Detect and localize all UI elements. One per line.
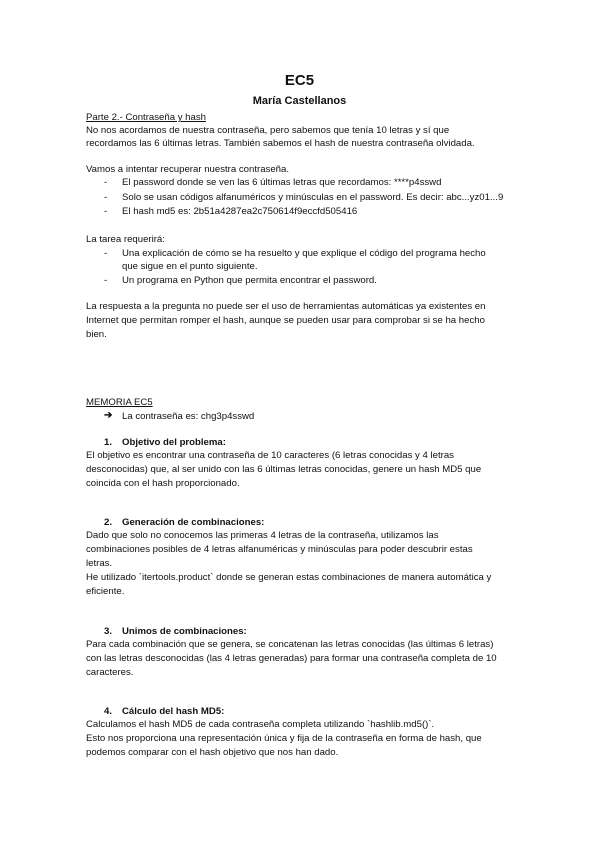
task-intro: La tarea requerirá: — [86, 234, 165, 245]
bullet-dash: - — [104, 192, 108, 203]
section-2-number: 2. — [104, 517, 113, 528]
bullet1-item-1: El password donde se ven las 6 últimas letras que recordamos: ****p4sswd — [122, 177, 442, 188]
section-1-line-2: desconocidas) que, al ser unido con las 6 últimas letras conocidas, genere un hash MD5 que — [86, 464, 482, 475]
section-3-line-2: con las letras desconocidas (las 4 letras generadas) para formar una contraseña completa de 10 — [86, 653, 497, 664]
bullet2-item-1-line-1: Una explicación de cómo se ha resuelto y que explique el código del programa hecho — [122, 248, 486, 259]
section-2-line-2: combinaciones posibles de 4 letras alfanuméricas y minúsculas para poder descubrir estas — [86, 544, 473, 555]
intro-line-1: No nos acordamos de nuestra contraseña, pero sabemos que tenía 10 letras y sí que — [86, 125, 450, 136]
result-text: La contraseña es: chg3p4sswd — [122, 411, 255, 422]
section-2-line-3: letras. — [86, 558, 113, 569]
bullet-dash: - — [104, 275, 108, 286]
doc-title: EC5 — [284, 72, 315, 89]
bullet-dash: - — [104, 177, 108, 188]
bullet2-item-1-line-2: que sigue en el punto siguiente. — [122, 261, 258, 272]
section-3-line-3: caracteres. — [86, 667, 134, 678]
doc-author: María Castellanos — [252, 95, 347, 107]
bullet2-item-2: Un programa en Python que permita encontrar el password. — [122, 275, 377, 286]
section-1-line-3: coincida con el hash proporcionado. — [86, 478, 240, 489]
section-1-number: 1. — [104, 437, 113, 448]
bullet1-item-2: Solo se usan códigos alfanuméricos y minúsculas en el password. Es decir: abc...yz01...9 — [122, 192, 504, 203]
section-2-line-1: Dado que solo no conocemos las primeras 4 letras de la contraseña, utilizamos las — [86, 530, 439, 541]
section-2-line-4: He utilizado `itertools.product` donde se generan estas combinaciones de manera automática y — [86, 572, 492, 583]
section-3-line-1: Para cada combinación que se genera, se concatenan las letras conocidas (las últimas 6 letras) — [86, 639, 494, 650]
section-2-line-5: eficiente. — [86, 586, 125, 597]
section-4-line-1: Calculamos el hash MD5 de cada contraseña completa utilizando `hashlib.md5()`. — [86, 719, 435, 730]
part-heading: Parte 2.- Contraseña y hash — [86, 112, 206, 123]
section-2-heading: Generación de combinaciones: — [122, 517, 265, 528]
section-4-heading: Cálculo del hash MD5: — [122, 706, 225, 717]
section-1-line-1: El objetivo es encontrar una contraseña de 10 caracteres (6 letras conocidas y 4 letras — [86, 450, 454, 461]
memoria-heading: MEMORIA EC5 — [86, 397, 153, 408]
bullet1-item-3: El hash md5 es: 2b51a4287ea2c750614f9eccfd505416 — [122, 206, 358, 217]
answer-note-line-2: Internet que permitan romper el hash, aunque se pueden usar para comprobar si se ha hecho — [86, 315, 485, 326]
arrow-right-icon: ➔ — [104, 410, 113, 421]
answer-note-line-1: La respuesta a la pregunta no puede ser el uso de herramientas automáticas ya existentes en — [86, 301, 486, 312]
section-4-line-3: podemos comparar con el hash objetivo que nos han dado. — [86, 747, 339, 758]
bullet-dash: - — [104, 248, 108, 259]
attempt-text: Vamos a intentar recuperar nuestra contraseña. — [86, 164, 290, 175]
section-4-line-2: Esto nos proporciona una representación única y fija de la contraseña en forma de hash, que — [86, 733, 482, 744]
section-1-heading: Objetivo del problema: — [122, 437, 226, 448]
intro-line-2: recordamos las 6 últimas letras. También sabemos el hash de nuestra contraseña olvidada. — [86, 138, 475, 149]
section-4-number: 4. — [104, 706, 113, 717]
section-3-number: 3. — [104, 626, 113, 637]
answer-note-line-3: bien. — [86, 329, 107, 340]
bullet-dash: - — [104, 206, 108, 217]
section-3-heading: Unimos de combinaciones: — [122, 626, 247, 637]
